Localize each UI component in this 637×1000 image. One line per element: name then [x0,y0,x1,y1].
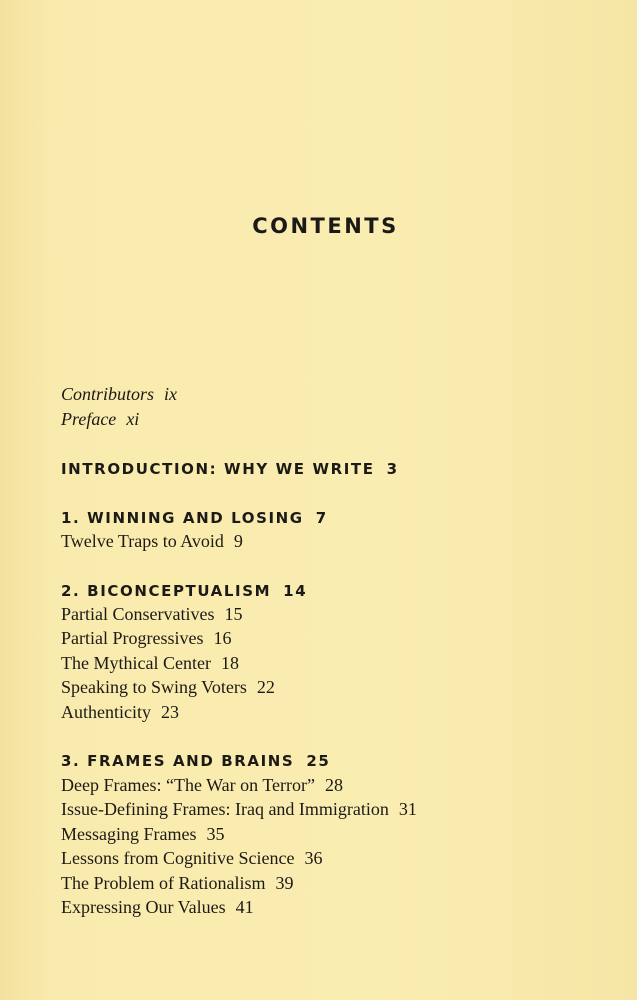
toc-entry [61,627,231,649]
toc-entry-label: Contributors [61,384,155,404]
toc-entry-label: Speaking to Swing Voters [61,677,247,697]
toc-entry [61,774,343,796]
toc-heading-page: 14 [283,582,308,600]
toc-entry-label: Issue-Defining Frames: Iraq and Immigration [61,799,389,819]
toc-entry-page: 28 [325,775,344,795]
toc-heading-chapter-1 [61,508,328,528]
toc-entry-page: 18 [220,653,239,673]
toc-entry [61,896,254,918]
toc-entry [61,530,243,552]
toc-entry-page: 16 [213,628,232,648]
toc-heading-label: 2. BICONCEPTUALISM [61,582,272,600]
toc-entry-page: 22 [256,677,275,697]
toc-entry [61,872,293,894]
page-title: CONTENTS [252,214,399,238]
toc-entry-label: Twelve Traps to Avoid [61,531,224,551]
toc-entry [61,603,242,625]
toc-entry-label: Expressing Our Values [61,897,226,917]
toc-heading-label: INTRODUCTION: WHY WE WRITE [61,460,375,478]
toc-entry [61,823,224,845]
toc-entry-page: 35 [206,824,225,844]
toc-entry-contributors [61,383,177,405]
toc-entry [61,652,239,674]
toc-entry-preface [61,408,139,430]
toc-entry-page: 31 [398,799,417,819]
toc-entry-page: xi [126,409,140,429]
toc-entry-page: 41 [235,897,254,917]
toc-entry [61,676,275,698]
toc-entry-label: Authenticity [61,702,151,722]
toc-entry-page: 36 [304,848,323,868]
toc-entry [61,701,179,723]
toc-entry-label: Partial Progressives [61,628,204,648]
toc-heading-label: 3. FRAMES AND BRAINS [61,752,295,770]
toc-entry-label: Partial Conservatives [61,604,215,624]
toc-heading-chapter-2 [61,581,307,601]
toc-entry-label: Preface [61,409,117,429]
toc-entry-label: Deep Frames: “The War on Terror” [61,775,316,795]
toc-entry [61,847,322,869]
toc-entry-page: 39 [275,873,294,893]
toc-entry-page: 15 [224,604,243,624]
toc-heading-page: 3 [386,460,399,478]
toc-heading-introduction [61,459,399,479]
toc-entry [61,798,417,820]
toc-heading-page: 7 [315,509,328,527]
toc-heading-chapter-3 [61,751,330,771]
toc-entry-label: The Problem of Rationalism [61,873,266,893]
toc-entry-page: 23 [160,702,179,722]
toc-entry-label: Messaging Frames [61,824,197,844]
toc-entry-page: 9 [233,531,243,551]
toc-heading-page: 25 [306,752,331,770]
toc-entry-page: ix [164,384,178,404]
toc-entry-label: Lessons from Cognitive Science [61,848,295,868]
toc-entry-label: The Mythical Center [61,653,211,673]
toc-heading-label: 1. WINNING AND LOSING [61,509,304,527]
